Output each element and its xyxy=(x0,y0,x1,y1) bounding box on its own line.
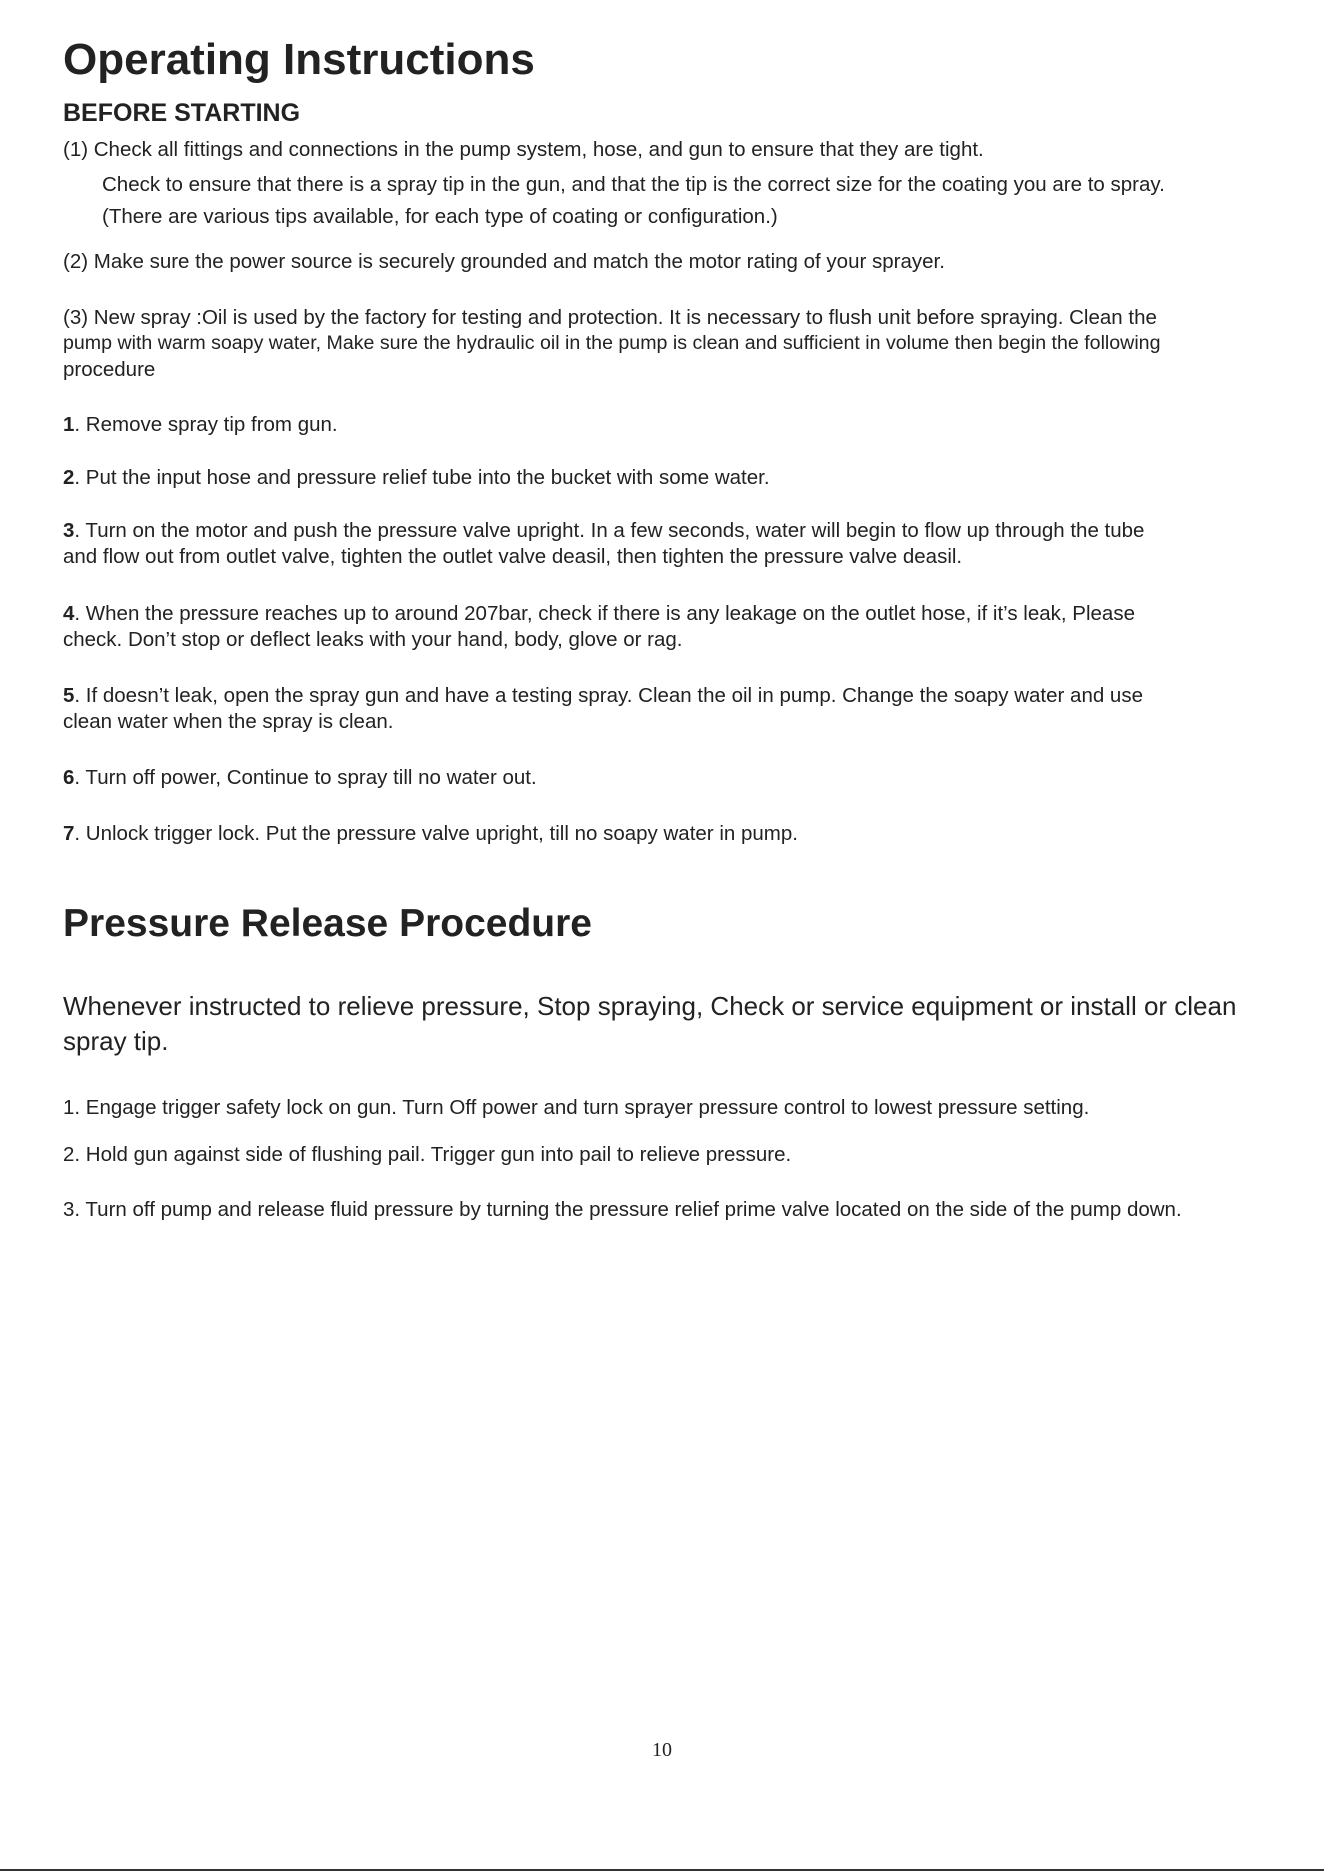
step-5-line-2: clean water when the spray is clean. xyxy=(63,710,394,733)
pressure-release-heading: Pressure Release Procedure xyxy=(63,902,592,945)
step-text: . If doesn’t leak, open the spray gun and have a testing spray. Clean the oil in pump. Change the soapy water and use xyxy=(74,684,1143,707)
step-text: . Turn off power, Continue to spray till no water out. xyxy=(74,766,537,789)
before-item-3-line-3: procedure xyxy=(63,358,156,381)
before-item-1-line-3: (There are various tips available, for each type of coating or configuration.) xyxy=(102,205,778,228)
step-text: . When the pressure reaches up to around 207bar, check if there is any leakage on the outlet hose, if it’s leak, Please xyxy=(74,602,1135,625)
pressure-release-lead-line-2: spray tip. xyxy=(63,1026,169,1056)
step-6 xyxy=(63,766,537,791)
pressure-release-item-1: 1. Engage trigger safety lock on gun. Turn Off power and turn sprayer pressure control to lowest pressure setting. xyxy=(63,1096,1090,1119)
before-starting-heading: BEFORE STARTING xyxy=(63,99,301,127)
page-title: Operating Instructions xyxy=(63,35,535,84)
before-item-3-line-2: pump with warm soapy water, Make sure the hydraulic oil in the pump is clean and sufficient in volume then begin the following xyxy=(63,332,1161,354)
step-text: . Put the input hose and pressure relief tube into the bucket with some water. xyxy=(74,466,770,489)
before-item-2: (2) Make sure the power source is securely grounded and match the motor rating of your sprayer. xyxy=(63,250,945,273)
step-number: 3 xyxy=(63,519,75,542)
before-item-1-line-2: Check to ensure that there is a spray tip in the gun, and that the tip is the correct size for the coating you are to spray. xyxy=(102,173,1165,196)
step-text: . Turn on the motor and push the pressure valve upright. In a few seconds, water will begin to flow up through the tube xyxy=(74,519,1145,542)
before-item-1-line-1: (1) Check all fittings and connections in the pump system, hose, and gun to ensure that they are tight. xyxy=(63,138,984,161)
pressure-release-item-2: 2. Hold gun against side of flushing pail. Trigger gun into pail to relieve pressure. xyxy=(63,1143,792,1166)
step-2 xyxy=(63,466,770,491)
step-1 xyxy=(63,413,338,438)
step-5 xyxy=(63,684,1143,709)
step-text: . Remove spray tip from gun. xyxy=(74,413,338,436)
before-item-3-line-1: (3) New spray :Oil is used by the factory for testing and protection. It is necessary to flush unit before spraying. Clean the xyxy=(63,306,1157,329)
step-4 xyxy=(63,602,1135,627)
step-3 xyxy=(63,519,1144,544)
step-3-line-2: and flow out from outlet valve, tighten the outlet valve deasil, then tighten the pressure valve deasil. xyxy=(63,545,963,568)
step-number: 1 xyxy=(63,413,75,436)
step-number: 4 xyxy=(63,602,75,625)
step-number: 6 xyxy=(63,766,75,789)
step-number: 7 xyxy=(63,822,75,845)
page-number: 10 xyxy=(652,1739,672,1761)
step-number: 5 xyxy=(63,684,75,707)
bottom-border-line xyxy=(0,1869,1324,1871)
pressure-release-lead-line-1: Whenever instructed to relieve pressure, Stop spraying, Check or service equipment or install or clean xyxy=(63,991,1237,1021)
step-4-line-2: check. Don’t stop or deflect leaks with your hand, body, glove or rag. xyxy=(63,628,683,651)
pressure-release-item-3: 3. Turn off pump and release fluid pressure by turning the pressure relief prime valve located on the side of the pump down. xyxy=(63,1198,1182,1221)
step-number: 2 xyxy=(63,466,75,489)
step-text: . Unlock trigger lock. Put the pressure valve upright, till no soapy water in pump. xyxy=(74,822,798,845)
step-7 xyxy=(63,822,798,847)
